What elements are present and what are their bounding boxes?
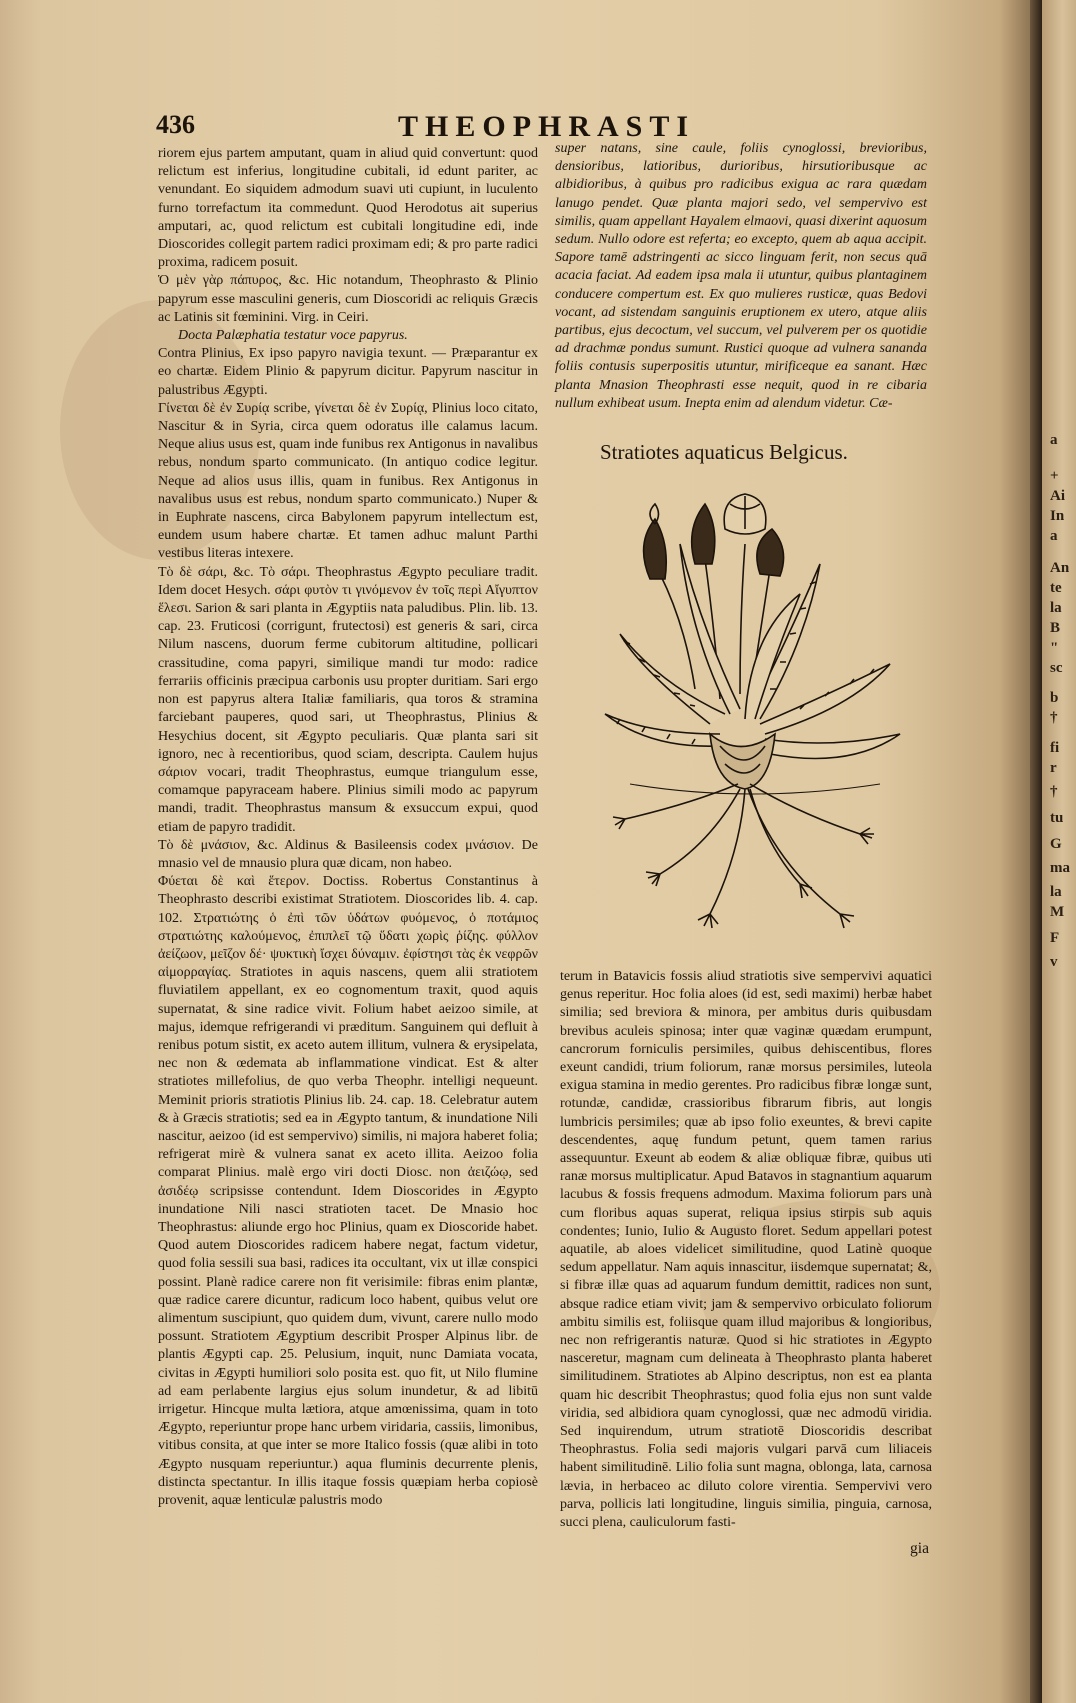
facing-glyph: v (1050, 954, 1058, 970)
paragraph: Γίνεται δὲ ἐν Συρίᾳ scribe, γίνεται δὲ ἐν Συρίᾳ, Plinius loco citato, Nascitur & in Syria, circa quem odoratus ille calamus lacum. Neque alius usus est, quam inde funibus rex Antigonus in navalibus rebus, nondum sparto communicato. (In antiquo codice legitur. Neque ad alios usus illis, quam in funibus. Rex Antigonus in navalibus usus est rebus, nondum sparto communicato.) Nuper & in Euphrate nascens, circa Babylonem papyrum intellectum est, eundem usum habere chartæ. Et tamen adhuc malunt Parthi vestibus literas intexere. (158, 400, 538, 562)
facing-page-edge (1042, 0, 1076, 1703)
flower-stem (740, 544, 745, 694)
catchword: gia (910, 1540, 930, 1557)
page-header (0, 110, 1030, 144)
facing-glyph: B (1050, 620, 1061, 636)
paragraph: Contra Plinius, Ex ipso papyro navigia texunt. — Præparantur ex eo chartæ. Eidem Plinio & papyrum dicitur. Papyrum nascitur in palustribus Ægypti. (158, 346, 538, 398)
plant-crown (710, 734, 775, 789)
root-fibre (625, 784, 738, 819)
paragraph: riorem ejus partem amputant, quam in aliud quid convertunt: quod relictum est inferius, longitudine cubitali, id edunt pariter, ac venundant. Eo siquidem admodum suavi uti cupiunt, in luculento furno torrefactum ita commedunt. Quod Herodotus ait superius amputari, ac, quod relictum est cubitali longitudine edi, inde Dioscorides collegit partem radici proximam edi; & pro parte radici proxima, radicem posuit. (158, 146, 538, 271)
facing-glyph: sc (1050, 660, 1063, 676)
paragraph: terum in Batavicis fossis aliud stratiotis sive sempervivi aquatici genus reperitur. Hoc folia aloes (id est, sedi maximi) herbæ habet similia; sed breviora & minora, per ambitus duris quibusdam brevibus aculeis spinosa; inter quæ vaginæ quædam erumpunt, cancrorum forniculis persimiles, quibus dehiscentibus, flores exeunt candidi, trium foliorum, ranæ morsus persimiles, luteola exigua stamina in medio gerentes. Pro radicibus fibræ longæ sunt, rotundæ, candidæ, crassioribus fibrarum fibris, aut longis lumbricis persimiles; quæ ab ipso folio exeuntes, & brevi capite descendentes, aquę fundum petunt, quem tamen rarius assequuntur. Exeunt ab eodem & aliæ obliquæ fibræ, quibus uti ranæ morsus multiplicatur. Apud Batavos in stagnantium aquarum lacubus & fossis frequens admodum. Maxima foliorum pars unà cum floribus aquas superat, reliqua ipsius stirpis sub aquis condentes; Iunio, Iulio & Augusto floret. Sedum appellari potest aquatile, ab aloes videlicet similitudine, quod Latinè quoque sedum appellatur. Nam aquis innascitur, iisdemque supernatat; &, si fibræ illæ quas ad aquarum fundum demittit, radices non sunt, absque radice etiam vivit; jam & sempervivo orbiculato foliorum ambitu similis est, foliisque quam illud majoribus & longioribus, nec non refrigerantis naturæ. Quod si hic stratiotes in Ægypto nasceretur, magnam cum delineata à Theophrasto planta haberet similitudinem. Stratiotes ab Alpino descriptus, non est ea planta quam hic describit Theophrastus; quod folia ejus non sunt valde viridia, sed albidiora quam cynoglossi, quæ nec admodū viridia. Sed inquirendum, utrum stratiotē Dioscoridis describat Theophrastus. Folia sedi majoris vulgari parvā cum liliaceis habent similitudinē. Lilio folia sunt magna, oblonga, lata, carnosa lævia, in herbaceo ac diluto colore virentia. Sempervivi vero parva, pollicis lati longitudine, linguis similia, pinguia, carnosa, succi plena, cauliculorum fasti- (560, 969, 932, 1531)
root-fibre (710, 789, 745, 914)
facing-glyph: † (1050, 784, 1058, 800)
paragraph: Τὸ δὲ σάρι, &c. Τὸ σάρι. Theophrastus Ægypto peculiare tradit. Idem docet Hesych. σάρι φυτὸν τι γινόμενον ἐν τοῖς περὶ Αἴγυπτον ἕλεσι. Sarion & sari planta in Ægyptiis nata paludibus. Plin. lib. 13. cap. 23. Fruticosi (corrigunt, frutectosi) est generis & sari, circa Nilum nascens, duorum ferme cubitorum altitudine, pollicari crassitudine, coma papyri, similique mandi tur modo: radice ferrariis officinis præcipua carbonis usu propter duritiam. Sari ergo non est papyrus altera Italiæ familiaris, qua toros & stramina farciebant pauperes, quod sari, ut Theophrastus, Plinius & Hesychius docent, sit Ægypto peculiaris. Quæ planta sari sit ignoro, nec à recentioribus, quod sciam, descripta. Caulem hujus σάριον vocari, tradit Theophrastus, eumque triangulum esse, comamque papyraceam habere. Plinius simili modo ac papyrum mandi, tradit. Theophrastus mansum & exsuccum expui, quod etiam de papyro tradidit. (158, 564, 538, 835)
facing-glyph: a (1050, 528, 1058, 544)
facing-glyph: fi (1050, 740, 1060, 756)
facing-glyph: In (1050, 508, 1065, 524)
facing-glyph: la (1050, 600, 1062, 616)
facing-glyph: r (1050, 760, 1057, 776)
flower-bud (644, 519, 667, 579)
left-column (158, 145, 538, 1510)
right-column-bottom (560, 968, 932, 1532)
facing-glyph: " (1050, 640, 1059, 656)
root-fibre (750, 789, 800, 884)
facing-glyph: G (1050, 836, 1062, 852)
flower-bud (757, 529, 784, 576)
verse-quote: Docta Palæphatia testatur voce papyrus. (178, 328, 408, 344)
facing-glyph: tu (1050, 810, 1064, 826)
page-number: 436 (156, 110, 195, 139)
facing-glyph: † (1050, 710, 1058, 726)
leaf (765, 734, 900, 759)
facing-glyph: M (1050, 904, 1065, 920)
facing-glyph: b (1050, 690, 1059, 706)
running-head: THEOPHRASTI (398, 110, 696, 143)
book-gutter (1030, 0, 1042, 1703)
facing-glyph: a (1050, 432, 1058, 448)
flower-bud (692, 504, 715, 564)
facing-glyph: te (1050, 580, 1062, 596)
paragraph: Φύεται δὲ καὶ ἕτερον. Doctiss. Robertus Constantinus à Theophrasto describi existimat Stratiotem. Dioscorides lib. 4. cap. 102. Στρατιώτης ὁ ἐπὶ τῶν ὑδάτων φυόμενος, ὁ ποτάμιος στρατιώτης καλούμενος, ἐπιπλεῖ τῷ ὕδατι χωρὶς ῥίζης. φύλλον ἀείζωον, μεῖζον δέ· ψυκτικὴ ἴσχει δύναμιν. ἐφίστησι τὰς ἐκ νεφρῶν αἱμορραγίας. Stratiotes in aquis nascens, quem alii stratiotem fluviatilem appellant, ex eo cognomentum traxit, quod aquis supernatat, & sine radice vivit. Folium habet aeizoo simile, at majus, idemque refrigerandi vi præditum. Sanguinem qui defluit à renibus potum sistit, ex aceto autem illitum, vulnera & erysipelata, nec non & œdemata ab inflammatione vindicat. Est & alter stratiotes millefolius, de quo verba Theophr. intelligi nequeunt. Meminit prioris stratiotis Plinius lib. 24. cap. 18. Celebratur autem & à Græcis stratiotis; sed ea in Ægypto tantum, & inundatione Nili nascitur, aeizoo (id est sempervivo) similis, ni majora haberet folia; refrigerat mirè & vulnera sanat ex aceto illita. Aeizoo folia comparat Plinius. malè ergo viri docti Diosc. non ἀειζώῳ, sed ἀσιδέῳ scripsisse contendunt. Idem Dioscorides in Ægypto inundatione Nili nasci stratioten tacet. De Mnasio hoc Theophrastus: aliunde ergo hoc Plinius, quam ex Dioscoride habet. Quod autem Dioscorides radicem habere negat, factum videtur, quod folia sessili sua basi, radices ita occultant, vix ut illæ conspici possint. Planè radice carere non fit verisimile: fibras enim plantæ, quæ radice carere dicuntur, radicum loco habent, quibus velut ore alimentum suscipiunt, quo quidem dum, vivunt, carere nullo modo possunt. Stratiotem Ægyptium describit Prosper Alpinus libr. de plantis Ægypti cap. 25. Pelusium, inquit, nunc Damiata vocata, civitas in Ægypti humiliori solo posita est. quo fit, ut Nilo flumine ad eam perlabente largius ejus solum inundetur, & ad libitū irrigetur. Hincque multa lætiora, atque amœnissima, quam in toto Ægypto, reperiuntur prope hanc urbem viridaria, cassiis, limonibus, vitibus consita, at que inter se more Italico fossis (quæ alibi in toto Ægypto nusquam reperiuntur.) aqua fluminis decurrente plenis, distincta spectantur. In illis itaque fossis quæpiam herba copiosè provenit, aquæ lenticulæ palustris modo (158, 874, 538, 1509)
facing-glyph: + (1050, 468, 1059, 484)
facing-glyph: F (1050, 930, 1060, 946)
facing-glyph: An (1050, 560, 1070, 576)
paragraph: Ὁ μὲν γὰρ πάπυρος, &c. Hic notandum, Theophrasto & Plinio papyrum esse masculini generis, cum Dioscoridi ac reliquis Græcis ac Latinis sit fœminini. Virg. in Ceiri. (158, 273, 538, 325)
facing-glyph: la (1050, 884, 1062, 900)
leaf (680, 544, 740, 714)
root-fibre (660, 789, 740, 874)
facing-glyph: Ai (1050, 488, 1065, 504)
root-fibre (750, 784, 860, 834)
facing-glyph: ma (1050, 860, 1070, 876)
right-column-top (555, 140, 927, 413)
stratiotes-woodcut-illustration (600, 484, 910, 944)
paragraph: super natans, sine caule, foliis cynoglossi, brevioribus, densioribus, latioribus, durioribus, hirsutioribusque ac albidioribus, à quibus pro radicibus exigua ac rara quædam lanugo pendet. Quæ planta majori sedo, vel sempervivo est similis, quam appellant Hayalem elmaovi, quasi dixerint aquosum sedum. Nullo odore est referta; eo excepto, quem ab aqua accipit. Sapore tamē adstringenti ac sicco linguam ferit, non secus quā acacia faciat. Ad eadem ipsa mala ii utuntur, quibus plantaginem conducere compertum est. Ex quo mulieres rusticæ, quas Bedovi vocant, ad sistendam sanguinis eruptionem ex utero, atque aliis partibus, ejus decoctum, vel succum, vel pulverem per os quotidie ad drachmæ pondus sumunt. Rustici quoque ad vulnera sananda foliis contusis superpositis utuntur, mirificeque ea sanant. Hæc planta Mnasion Theophrasti esse nequit, quod in re cibaria nullum exhibeat usum. Inepta enim ad alendum videtur. Cæ- (555, 141, 927, 411)
figure-caption: Stratiotes aquaticus Belgicus. (600, 440, 848, 464)
paragraph: Τὸ δὲ μνάσιον, &c. Aldinus & Basileensis codex μνάσιον. De mnasio vel de mnausio plura quæ dicam, non habeo. (158, 837, 538, 871)
